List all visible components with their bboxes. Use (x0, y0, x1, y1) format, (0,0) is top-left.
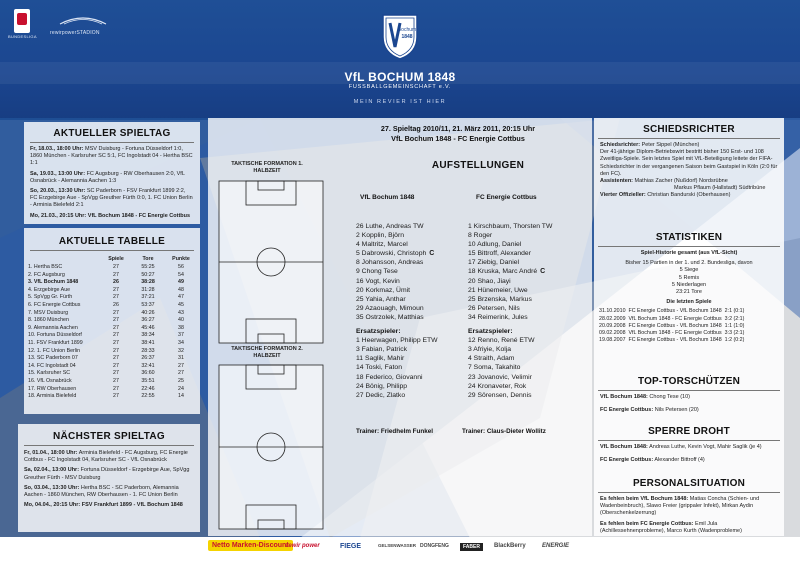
substitute-item: 12 Renno, René ETW (468, 337, 535, 345)
team-cell: 15. Karlsruher SC (28, 370, 71, 377)
team-cell: 1. Hertha BSC (28, 264, 63, 270)
substitutes-heading: Ersatzspieler: (468, 328, 513, 336)
captain-badge: C (429, 250, 435, 258)
player-item: 26 Luthe, Andreas TW (356, 223, 424, 230)
history-cell: 09.02.2008 (599, 330, 626, 337)
team-cell: 6. FC Energie Cottbus (28, 301, 81, 308)
divider (598, 390, 780, 391)
lineups-heading: AUFSTELLUNGEN (431, 160, 525, 171)
substitute-item: 1 Heerwagen, Philipp ETW (356, 337, 438, 345)
next-matchday-panel (18, 424, 200, 532)
table-row (28, 272, 196, 280)
value-cell: 27 (113, 385, 119, 392)
team-cell: 10. Fortuna Düsseldorf (28, 332, 82, 339)
top-scorers-title: TOP-TORSCHÜTZEN (637, 376, 741, 387)
value-cell: 27 (113, 286, 119, 293)
pitch-second-half (218, 364, 324, 530)
match-title (328, 124, 588, 144)
value-cell: 14 (178, 393, 184, 400)
history-cell: FC Energie Cottbus - VfL Bochum 1848 (628, 308, 722, 315)
value-cell: 37:21 (141, 294, 155, 301)
suspension-risk-title: SPERRE DROHT (648, 426, 730, 437)
sponsor-netto-logo: Netto Marken-Discount (208, 540, 293, 551)
statistics-title: STATISTIKEN (655, 232, 723, 243)
sponsor-energie-logo: ENERGIE (542, 543, 570, 549)
substitute-item: 24 Kronaveter, Rok (468, 382, 527, 390)
info-panel (594, 118, 784, 536)
divider (24, 445, 194, 446)
value-cell: 27 (113, 271, 119, 278)
sponsor-rewirpower-logo: rewir power (286, 543, 320, 549)
substitute-item: 3 Fabian, Patrick (356, 346, 407, 354)
substitute-item: 23 Jovanovic, Velimir (468, 373, 532, 381)
captain-badge: C (540, 268, 546, 276)
history-cell: 3:3 (2:1) (724, 330, 745, 337)
player-item: 25 Yahia, Anthar (356, 295, 406, 303)
team-cell: 11. FSV Frankfurt 1899 (28, 339, 83, 346)
value-cell: 27 (113, 362, 119, 369)
history-cell: FC Energie Cottbus - VfL Bochum 1848 (628, 337, 722, 344)
standings-title: AKTUELLE TABELLE (58, 236, 166, 247)
player-item: 35 Ostrzolek, Matthias (356, 313, 424, 321)
statistics-line: 5 Niederlagen (671, 281, 707, 288)
player-item: 21 Hünemeier, Uwe (468, 286, 528, 294)
last-games-label: Die letzten Spiele (666, 299, 712, 306)
history-cell: 2:1 (0:1) (724, 308, 745, 315)
table-row (28, 287, 196, 295)
player-item: 26 Petersen, Nils (468, 304, 520, 312)
crest-text-1848: 1848 (401, 34, 413, 40)
club-name: VfL BOCHUM 1848 (344, 70, 456, 84)
player-item: 20 Shao, Jiayi (468, 277, 511, 285)
value-cell: 27 (113, 393, 119, 400)
value-cell: 38:41 (141, 339, 155, 346)
team-cell: 3. VfL Bochum 1848 (28, 279, 79, 286)
header-banner (0, 0, 800, 120)
table-row (28, 317, 196, 325)
matchday-block: Sa, 02.04., 13:00 Uhr: Fortuna Düsseldorf - Erzgebirge Aue, SpVgg Greuther Fürth - MSV Duisburg (24, 467, 190, 481)
matchday-block: Mo, 21.03., 20:15 Uhr: VfL Bochum 1848 - FC Energie Cottbus (30, 212, 191, 219)
team-cell: 12. 1. FC Union Berlin (28, 347, 81, 354)
value-cell: 32 (178, 347, 184, 354)
value-cell: 37 (178, 332, 184, 339)
match-teams-line: VfL Bochum 1848 - FC Energie Cottbus (391, 134, 525, 143)
value-cell: 34 (178, 339, 184, 346)
table-row (28, 310, 196, 318)
value-cell: 27 (113, 370, 119, 377)
value-cell: 31:28 (141, 286, 155, 293)
divider (598, 138, 780, 139)
club-crest-icon (381, 13, 419, 61)
value-cell: 36:60 (141, 370, 155, 377)
team-cell: 5. SpVgg Gr. Fürth (28, 294, 73, 301)
value-cell: 47 (178, 294, 184, 301)
value-cell: 38:28 (141, 279, 155, 286)
referee-title: SCHIEDSRICHTER (643, 124, 735, 135)
sponsor-faber-logo: FABER (460, 543, 483, 551)
table-row (599, 330, 747, 337)
value-cell: 27 (113, 317, 119, 324)
player-item: 34 Reimerink, Jules (468, 313, 528, 321)
next-matchday-title: NÄCHSTER SPIELTAG (53, 431, 165, 442)
value-cell: 27 (113, 324, 119, 331)
history-cell: VfL Bochum 1848 - FC Energie Cottbus (628, 330, 722, 337)
value-cell: 25 (178, 377, 184, 384)
bundesliga-label: BUNDESLIGA (8, 34, 37, 39)
history-cell: 1:2 (0:2) (724, 337, 745, 344)
table-row (28, 340, 196, 348)
divider (598, 440, 780, 441)
substitute-item: 7 Soma, Takahito (468, 364, 521, 372)
value-cell: 49 (178, 279, 184, 286)
value-cell: 43 (178, 309, 184, 316)
home-team-heading: VfL Bochum 1848 (360, 194, 415, 201)
player-item: 2 Kopplin, Björn (356, 232, 404, 240)
value-cell: 26 (113, 279, 119, 286)
player-item: 1 Kirschbaum, Thorsten TW (468, 223, 553, 230)
history-cell: 19.08.2007 (599, 337, 626, 344)
player-item: 5 Dabrowski, Christoph C (356, 250, 435, 258)
value-cell: 53:37 (141, 301, 155, 308)
value-cell: 48 (178, 286, 184, 293)
matchday-block: So, 03.04., 13:30 Uhr: Hertha BSC - SC Paderborn, Alemannia Aachen - 1860 München, RW Oberhausen - 1. FC Union Berlin (24, 484, 179, 499)
player-item: 17 Ziebig, Daniel (468, 259, 520, 267)
value-cell: 27 (113, 347, 119, 354)
value-cell: 27 (113, 355, 119, 362)
divider (30, 250, 194, 251)
statistics-line: 5 Siege (679, 267, 699, 274)
player-item: 18 Kruska, Marc André C (468, 268, 546, 276)
divider (30, 142, 194, 143)
stadium-label: rewirpowerSTADION (50, 30, 100, 36)
table-row (28, 363, 196, 371)
table-row (28, 393, 196, 401)
away-team-heading: FC Energie Cottbus (476, 194, 537, 201)
player-item: 9 Chong Tese (356, 268, 398, 276)
value-cell: 22:55 (141, 393, 155, 400)
history-cell: VfL Bochum 1848 - FC Energie Cottbus (628, 315, 722, 322)
substitute-item: 11 Saglik, Mahir (356, 355, 405, 363)
referee-line: Vierter Offizieller: Christian Bandurski (Oberhausen) (600, 192, 731, 199)
lineup-panel (208, 118, 592, 536)
referee-section (594, 124, 784, 200)
table-row (28, 370, 196, 378)
value-cell: 28:33 (141, 347, 155, 354)
value-cell: 36:27 (141, 317, 155, 324)
standings-header-row: Spiele Tore Punkte (108, 256, 190, 262)
team-cell: 7. MSV Duisburg (28, 309, 69, 316)
history-cell: 1:1 (1:0) (724, 322, 745, 329)
value-cell: 27 (113, 332, 119, 339)
sponsor-dongfeng-logo: DONGFENG (420, 543, 449, 549)
substitute-item: 27 Dedic, Zlatko (356, 391, 406, 399)
match-date-line: 27. Spieltag 2010/11, 21. März 2011, 20:15 Uhr (380, 124, 536, 133)
value-cell: 31 (178, 355, 184, 362)
personnel-entry: Es fehlen beim VfL Bochum 1848: Matias Concha (Schien- und Wadenbeinbruch), Slawo Freier (grippaler Infekt), Mirkan Aydin (Oberschenkelzerrung) (600, 496, 760, 517)
team-cell: 14. FC Ingolstadt 04 (28, 362, 76, 369)
player-item: 16 Vogt, Kevin (356, 277, 400, 285)
value-cell: 35:51 (141, 377, 155, 384)
personnel-section (594, 478, 784, 535)
personnel-entry: Es fehlen beim FC Energie Cottbus: Emil Jula (Achillessehnenprobleme), Marco Kurth (Wadenprobleme) (600, 520, 742, 534)
table-row (599, 316, 747, 323)
value-cell: 27 (113, 377, 119, 384)
table-row (28, 348, 196, 356)
table-row (28, 386, 196, 394)
statistics-line: Bisher 15 Partien in der 1. und 2. Bundesliga, davon (625, 260, 753, 267)
value-cell: 26:37 (141, 355, 155, 362)
history-cell: 28.02.2009 (599, 315, 626, 322)
value-cell: 24 (178, 385, 184, 392)
current-matchday-panel (24, 122, 200, 224)
substitute-item: 18 Federico, Giovanni (356, 373, 423, 381)
value-cell: 56 (178, 264, 184, 270)
sponsor-fiege-logo: FIEGE (340, 543, 362, 550)
team-cell: 8. 1860 München (28, 317, 69, 324)
value-cell: 40:26 (141, 309, 155, 316)
statistics-section (594, 232, 784, 344)
value-cell: 27 (113, 339, 119, 346)
table-row (599, 323, 747, 330)
value-cell: 45 (178, 301, 184, 308)
personnel-title: PERSONALSITUATION (632, 478, 746, 489)
top-scorer-entry: VfL Bochum 1848: Chong Tese (10) (600, 394, 690, 400)
home-trainer: Trainer: Friedhelm Funkel (356, 428, 433, 435)
statistics-line: 23:21 Tore (676, 289, 702, 296)
value-cell: 38:34 (141, 332, 155, 339)
table-row (599, 308, 747, 315)
value-cell: 27 (113, 309, 119, 316)
player-item: 20 Korkmaz, Ümit (356, 286, 411, 294)
matchday-block: Fr, 18.03., 18:00 Uhr: MSV Duisburg - Fortuna Düsseldorf 1:0, 1860 München - Karlsruher SC 5:1, FC Ingolstadt 04 - Hertha BSC 1:1 (30, 146, 193, 167)
table-row (28, 378, 196, 386)
player-item: 29 Azaouagh, Mimoun (356, 304, 424, 312)
club-subtitle: FUSSBALLGEMEINSCHAFT e.V. (348, 84, 452, 90)
matchday-block: Sa, 19.03., 13:00 Uhr: FC Augsburg - RW Oberhausen 2:0, VfL Osnabrück - Alemannia Aachen 1:3 (30, 170, 185, 184)
home-lineup (356, 222, 472, 400)
last-games-table (599, 308, 747, 344)
matchday-block: So, 20.03., 13:30 Uhr: SC Paderborn - FSV Frankfurt 1899 2:2, FC Erzgebirge Aue - SpVgg Greuther Fürth 0:0, 1. FC Union Berlin - Arminia Bielefeld 2:1 (30, 188, 193, 209)
table-row (28, 302, 196, 310)
player-item: 4 Maltritz, Marcel (356, 241, 408, 249)
substitute-item: 24 Bönig, Philipp (356, 382, 408, 390)
team-cell: 4. Erzgebirge Aue (28, 286, 71, 293)
away-trainer: Trainer: Claus-Dieter Wollitz (462, 428, 546, 435)
bundesliga-logo-icon (14, 9, 30, 33)
value-cell: 22:46 (141, 385, 155, 392)
team-cell: 13. SC Paderborn 07 (28, 355, 78, 362)
top-scorer-entry: FC Energie Cottbus: Nils Petersen (20) (600, 407, 699, 414)
player-item: 15 Bittroff, Alexander (468, 250, 531, 258)
value-cell: 45:46 (141, 324, 155, 331)
value-cell: 50:27 (141, 271, 155, 278)
referee-line: Assistenten: Mathias Zacher (Nußdorf) Nordsrübne (600, 178, 728, 185)
substitute-item: 14 Toski, Faton (356, 364, 402, 372)
referee-line: Markus Pflaum (Hallstadt) Südtribüne (674, 185, 766, 192)
value-cell: 38 (178, 324, 184, 331)
value-cell: 54 (178, 271, 184, 278)
substitute-item: 29 Sörensen, Dennis (468, 391, 532, 399)
divider (598, 246, 780, 247)
away-lineup (468, 222, 584, 400)
value-cell: 27 (178, 362, 184, 369)
value-cell: 27 (113, 264, 119, 270)
history-cell: 31.10.2010 (599, 308, 626, 315)
table-row (28, 294, 196, 302)
player-item: 8 Johansson, Andreas (356, 259, 424, 267)
history-cell: 20.09.2008 (599, 322, 626, 329)
value-cell: 27 (178, 370, 184, 377)
value-cell: 40 (178, 317, 184, 324)
sponsor-blackberry-logo: BlackBerry (494, 543, 526, 549)
sponsor-gelsenwasser-logo: GELSENWASSER (378, 543, 417, 548)
formation-second-half-label: TAKTISCHE FORMATION 2. HALBZEIT (231, 346, 303, 359)
substitute-item: 3 Afriyie, Kolja (468, 346, 512, 354)
value-cell: 27 (113, 294, 119, 301)
matchday-block: Fr, 01.04., 18:00 Uhr: Arminia Bielefeld - FC Augsburg, FC Energie Cottbus - FC Ingolstadt 04, Karlsruher SC - VfL Osnabrück (24, 450, 188, 464)
table-row (28, 325, 196, 333)
matchday-block: Mo, 04.04., 20:15 Uhr: FSV Frankfurt 1899 - VfL Bochum 1848 (24, 502, 183, 509)
club-motto: MEIN REVIER IST HIER (353, 99, 447, 105)
stadium-logo-icon (58, 12, 108, 28)
value-cell: 26 (113, 301, 119, 308)
history-cell: 3:2 (2:1) (724, 315, 745, 322)
table-row (28, 264, 196, 272)
player-item: 10 Adlung, Daniel (468, 241, 522, 249)
team-cell: 9. Alemannia Aachen (28, 324, 78, 331)
standings-panel (24, 228, 200, 414)
value-cell: 32:41 (141, 362, 155, 369)
suspension-risk-section (594, 426, 784, 464)
formation-first-half-label: TAKTISCHE FORMATION 1. HALBZEIT (231, 161, 303, 174)
sponsor-bar (0, 537, 800, 565)
top-scorers-section (594, 376, 784, 414)
current-matchday-title: AKTUELLER SPIELTAG (53, 128, 171, 139)
table-row (28, 279, 196, 287)
table-row (599, 337, 747, 344)
divider (598, 492, 780, 493)
referee-line: Der 41-jährige Diplom-Betriebswirt bestritt bisher 150 Erst- und 108 Zweitliga-Spiele. Sein letztes Spiel mit VfL-Beteiligung leitete der FIFA-Schiedsrichter in der vergangenen Saison beim Gastspiel in Köln (2:0 für den FC). (600, 149, 778, 177)
team-cell: 2. FC Augsburg (28, 271, 65, 278)
substitutes-heading: Ersatzspieler: (356, 328, 401, 336)
referee-line: Schiedsrichter: Peter Sippel (München) (600, 142, 700, 148)
pitch-first-half (218, 180, 324, 344)
statistics-line: 5 Remis (678, 274, 700, 281)
suspension-entry: FC Energie Cottbus: Alexander Bittroff (4) (600, 457, 705, 464)
player-item: 8 Roger (468, 232, 493, 240)
statistics-subtitle: Spiel-Historie gesamt (aus VfL-Sicht) (640, 250, 738, 256)
crest-text-bochum: Bochum (397, 27, 417, 33)
team-cell: 16. VfL Osnabrück (28, 377, 72, 384)
standings-table (28, 255, 196, 401)
player-item: 25 Brzenska, Markus (468, 295, 532, 303)
history-cell: FC Energie Cottbus - VfL Bochum 1848 (628, 322, 722, 329)
substitute-item: 4 Straith, Adam (468, 355, 515, 363)
suspension-entry: VfL Bochum 1848: Andreas Luthe, Kevin Vogt, Mahir Saglik (je 4) (600, 444, 762, 450)
value-cell: 55:25 (141, 264, 155, 270)
table-row (28, 332, 196, 340)
team-cell: 18. Arminia Bielefeld (28, 393, 77, 400)
team-cell: 17. RW Oberhausen (28, 385, 77, 392)
table-row (28, 355, 196, 363)
